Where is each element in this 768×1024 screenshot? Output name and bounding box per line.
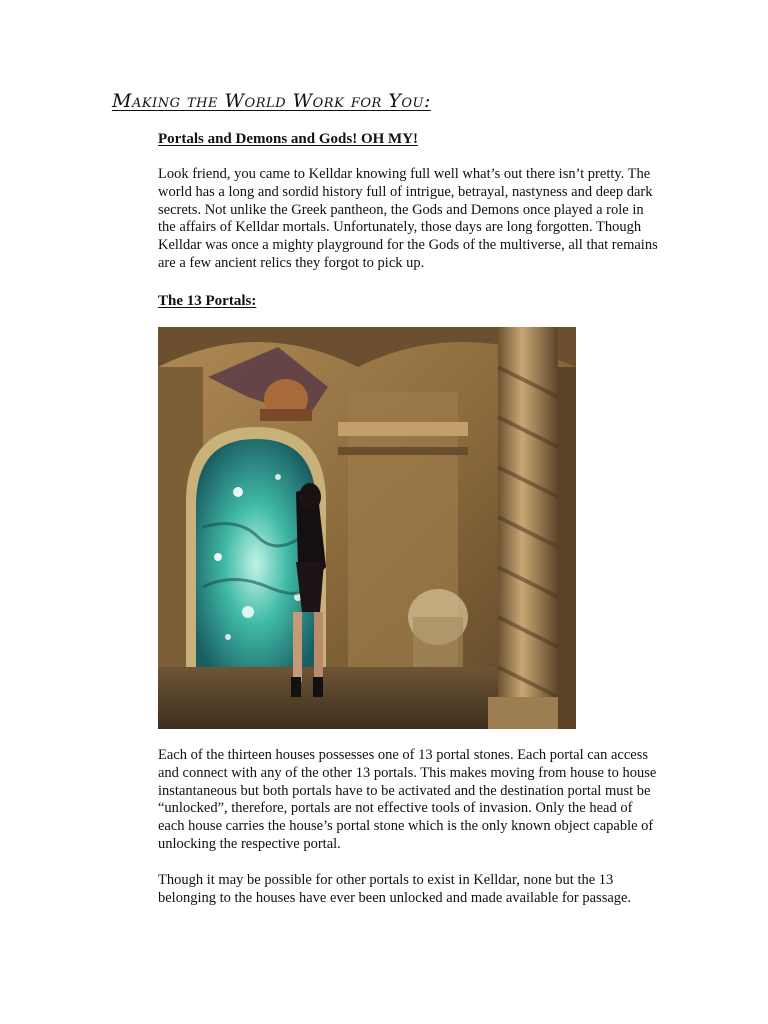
section-heading-13-portals: The 13 Portals: (158, 293, 257, 309)
intro-paragraph: Look friend, you came to Kelldar knowing full well what’s out there isn’t pretty. The world has a long and sordid history full of intrigue, betrayal, nastyness and deep dark secrets. Not unlike the Greek pantheon, the Gods and Demons once played a role in the affairs of Kelldar mortals. Unfortunately, those days are long forgotten. Though Kelldar was once a mighty playground for the Gods of the multiverse, all that remains are a few ancient relics they forgot to pick up. (158, 166, 658, 271)
portal-illustration-icon (158, 327, 576, 729)
document-title: Making the World Work for You: (112, 90, 431, 112)
portals-paragraph-1: Each of the thirteen houses possesses one of 13 portal stones. Each portal can access and connect with any of the other 13 portals. This makes moving from house to house instantaneous but both portals have to be activated and the destination portal must be “unlocked”, therefore, portals are not effective tools of invasion. Only the head of each house carries the house’s portal stone which is the only known object capable of unlocking the respective portal. (158, 747, 657, 852)
section-heading-portals-demons-gods: Portals and Demons and Gods! OH MY! (158, 131, 419, 147)
portals-paragraph-2: Though it may be possible for other portals to exist in Kelldar, none but the 13 belonging to the houses have ever been unlocked and made available for passage. (158, 872, 632, 906)
